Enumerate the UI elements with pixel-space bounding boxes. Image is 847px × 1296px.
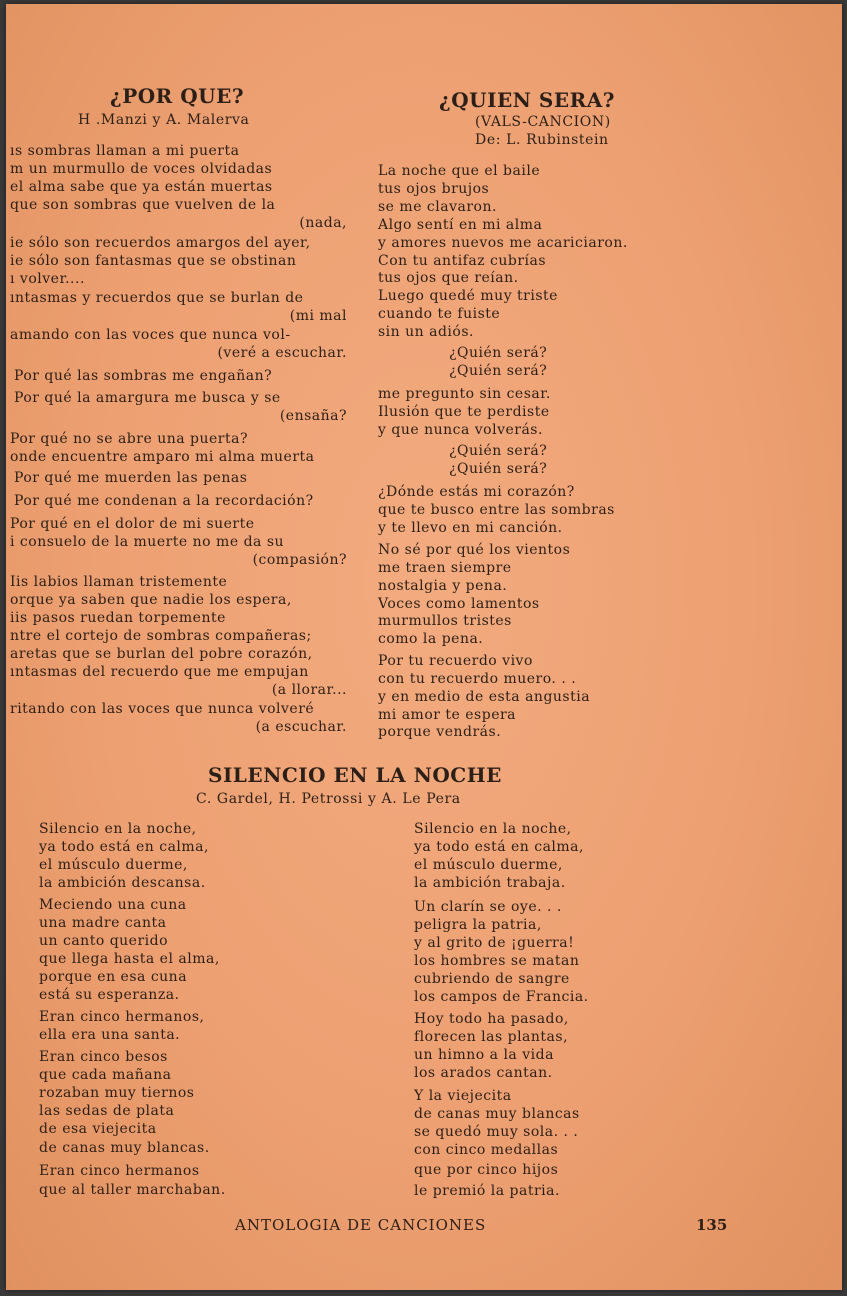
- page-number: 135: [696, 1216, 728, 1234]
- lyric-line: i consuelo de la muerte no me da su: [10, 534, 285, 550]
- lyric-line: y en medio de esta angustia: [378, 689, 591, 705]
- lyric-line: La noche que el baile: [378, 163, 541, 179]
- lyric-line: ie sólo son recuerdos amargos del ayer,: [10, 235, 311, 251]
- song-title-por-que: ¿POR QUE?: [110, 84, 245, 108]
- lyric-line: Por qué la amargura me busca y se: [14, 390, 281, 406]
- lyric-line: le premió la patria.: [414, 1183, 560, 1199]
- lyric-line: una madre canta: [39, 915, 167, 931]
- songbook-page: [6, 4, 842, 1290]
- lyric-line: está su esperanza.: [39, 987, 180, 1003]
- lyric-line: (nada,: [299, 215, 347, 231]
- lyric-line: que son sombras que vuelven de la: [10, 197, 276, 213]
- lyric-line: ıntasmas del recuerdo que me empujan: [10, 664, 309, 680]
- lyric-line: las sedas de plata: [39, 1103, 175, 1119]
- lyric-line: Ilusión que te perdiste: [378, 404, 550, 420]
- lyric-line: mi amor te espera: [378, 707, 517, 723]
- lyric-line: Por qué me muerden las penas: [14, 470, 248, 486]
- lyric-line: que te busco entre las sombras: [378, 502, 615, 518]
- lyric-line: que cada mañana: [39, 1067, 172, 1083]
- lyric-line: onde encuentre amparo mi alma muerta: [10, 449, 315, 465]
- lyric-line: Eran cinco hermanos,: [39, 1009, 205, 1025]
- lyric-line: ¿Quién será?: [449, 461, 548, 477]
- lyric-line: cuando te fuiste: [378, 306, 501, 322]
- lyric-line: me pregunto sin cesar.: [378, 386, 551, 402]
- lyric-line: ya todo está en calma,: [414, 839, 584, 855]
- lyric-line: Voces como lamentos: [378, 596, 540, 612]
- lyric-line: Por qué me condenan a la recordación?: [14, 493, 314, 509]
- lyric-line: florecen las plantas,: [414, 1029, 569, 1045]
- lyric-line: porque vendrás.: [378, 724, 502, 740]
- lyric-line: ie sólo son fantasmas que se obstinan: [10, 253, 297, 269]
- lyric-line: el músculo duerme,: [414, 857, 563, 873]
- song-authors-silencio-en-la-noche: C. Gardel, H. Petrossi y A. Le Pera: [196, 791, 461, 807]
- lyric-line: Meciendo una cuna: [39, 897, 187, 913]
- lyric-line: cubriendo de sangre: [414, 971, 570, 987]
- lyric-line: Y la viejecita: [414, 1088, 512, 1104]
- song-subtitle-quien-sera: (VALS-CANCION): [475, 114, 611, 130]
- lyric-line: ¿Quién será?: [449, 363, 548, 379]
- lyric-line: Silencio en la noche,: [39, 821, 197, 837]
- lyric-line: Por tu recuerdo vivo: [378, 653, 533, 669]
- lyric-line: ritando con las voces que nunca volveré: [10, 701, 315, 717]
- lyric-line: Eran cinco besos: [39, 1049, 168, 1065]
- lyric-line: que al taller marchaban.: [39, 1182, 226, 1198]
- lyric-line: m un murmullo de voces olvidadas: [10, 161, 273, 177]
- song-title-quien-sera: ¿QUIEN SERA?: [439, 88, 615, 112]
- lyric-line: murmullos tristes: [378, 613, 512, 629]
- song-authors-quien-sera: De: L. Rubinstein: [475, 132, 609, 148]
- lyric-line: (a escuchar.: [255, 719, 347, 735]
- lyric-line: de canas muy blancas.: [39, 1140, 210, 1156]
- lyric-line: Iis labios llaman tristemente: [10, 574, 228, 590]
- song-title-silencio-en-la-noche: SILENCIO EN LA NOCHE: [208, 763, 502, 787]
- lyric-line: ¿Dónde estás mi corazón?: [378, 484, 575, 500]
- lyric-line: ıs sombras llaman a mi puerta: [10, 143, 240, 159]
- lyric-line: Por qué las sombras me engañan?: [14, 368, 273, 384]
- lyric-line: la ambición trabaja.: [414, 875, 566, 891]
- lyric-line: Silencio en la noche,: [414, 821, 572, 837]
- lyric-line: Luego quedé muy triste: [378, 288, 558, 304]
- lyric-line: Un clarín se oye. . .: [414, 899, 562, 915]
- lyric-line: la ambición descansa.: [39, 875, 206, 891]
- lyric-line: tus ojos brujos: [378, 181, 490, 197]
- lyric-line: el músculo duerme,: [39, 857, 188, 873]
- lyric-line: amando con las voces que nunca vol-: [10, 327, 291, 343]
- lyric-line: de canas muy blancas: [414, 1106, 580, 1122]
- lyric-line: ¿Quién será?: [449, 345, 548, 361]
- lyric-line: ya todo está en calma,: [39, 839, 209, 855]
- lyric-line: se me clavaron.: [378, 199, 497, 215]
- lyric-line: Con tu antifaz cubrías: [378, 253, 547, 269]
- lyric-line: iis pasos ruedan torpemente: [10, 610, 226, 626]
- lyric-line: con tu recuerdo muero. . .: [378, 671, 577, 687]
- lyric-line: y amores nuevos me acariciaron.: [378, 235, 628, 251]
- lyric-line: los arados cantan.: [414, 1065, 553, 1081]
- lyric-line: como la pena.: [378, 631, 484, 647]
- lyric-line: y al grito de ¡guerra!: [414, 935, 575, 951]
- lyric-line: Hoy todo ha pasado,: [414, 1011, 569, 1027]
- lyric-line: el alma sabe que ya están muertas: [10, 179, 273, 195]
- lyric-line: un canto querido: [39, 933, 169, 949]
- lyric-line: un himno a la vida: [414, 1047, 554, 1063]
- lyric-line: (a llorar...: [271, 682, 347, 698]
- lyric-line: los hombres se matan: [414, 953, 580, 969]
- lyric-line: que llega hasta el alma,: [39, 951, 220, 967]
- lyric-line: No sé por qué los vientos: [378, 542, 571, 558]
- lyric-line: ella era una santa.: [39, 1027, 181, 1043]
- lyric-line: peligra la patria,: [414, 917, 542, 933]
- lyric-line: que por cinco hijos: [414, 1162, 559, 1178]
- lyric-line: de esa viejecita: [39, 1121, 157, 1137]
- lyric-line: me traen siempre: [378, 560, 512, 576]
- lyric-line: se quedó muy sola. . .: [414, 1124, 579, 1140]
- footer-book-title: ANTOLOGIA DE CANCIONES: [235, 1216, 487, 1234]
- lyric-line: ntre el cortejo de sombras compañeras;: [10, 628, 312, 644]
- lyric-line: ıntasmas y recuerdos que se burlan de: [10, 290, 304, 306]
- lyric-line: porque en esa cuna: [39, 969, 188, 985]
- lyric-line: sin un adiós.: [378, 324, 474, 340]
- lyric-line: (veré a escuchar.: [217, 345, 347, 361]
- lyric-line: los campos de Francia.: [414, 989, 589, 1005]
- lyric-line: (ensaña?: [279, 408, 347, 424]
- lyric-line: (compasión?: [252, 552, 347, 568]
- song-authors-por-que: H .Manzi y A. Malerva: [78, 112, 250, 128]
- lyric-line: con cinco medallas: [414, 1142, 559, 1158]
- lyric-line: aretas que se burlan del pobre corazón,: [10, 646, 313, 662]
- lyric-line: (mi mal: [289, 308, 347, 324]
- lyric-line: y te llevo en mi canción.: [378, 520, 563, 536]
- lyric-line: nostalgia y pena.: [378, 578, 508, 594]
- lyric-line: tus ojos que reían.: [378, 270, 519, 286]
- lyric-line: orque ya saben que nadie los espera,: [10, 592, 292, 608]
- lyric-line: ¿Quién será?: [449, 443, 548, 459]
- lyric-line: Por qué no se abre una puerta?: [10, 431, 248, 447]
- lyric-line: Por qué en el dolor de mi suerte: [10, 516, 255, 532]
- lyric-line: y que nunca volverás.: [378, 422, 543, 438]
- lyric-line: Eran cinco hermanos: [39, 1163, 200, 1179]
- lyric-line: Algo sentí en mi alma: [378, 217, 543, 233]
- lyric-line: ı volver....: [10, 271, 85, 287]
- lyric-line: rozaban muy tiernos: [39, 1085, 195, 1101]
